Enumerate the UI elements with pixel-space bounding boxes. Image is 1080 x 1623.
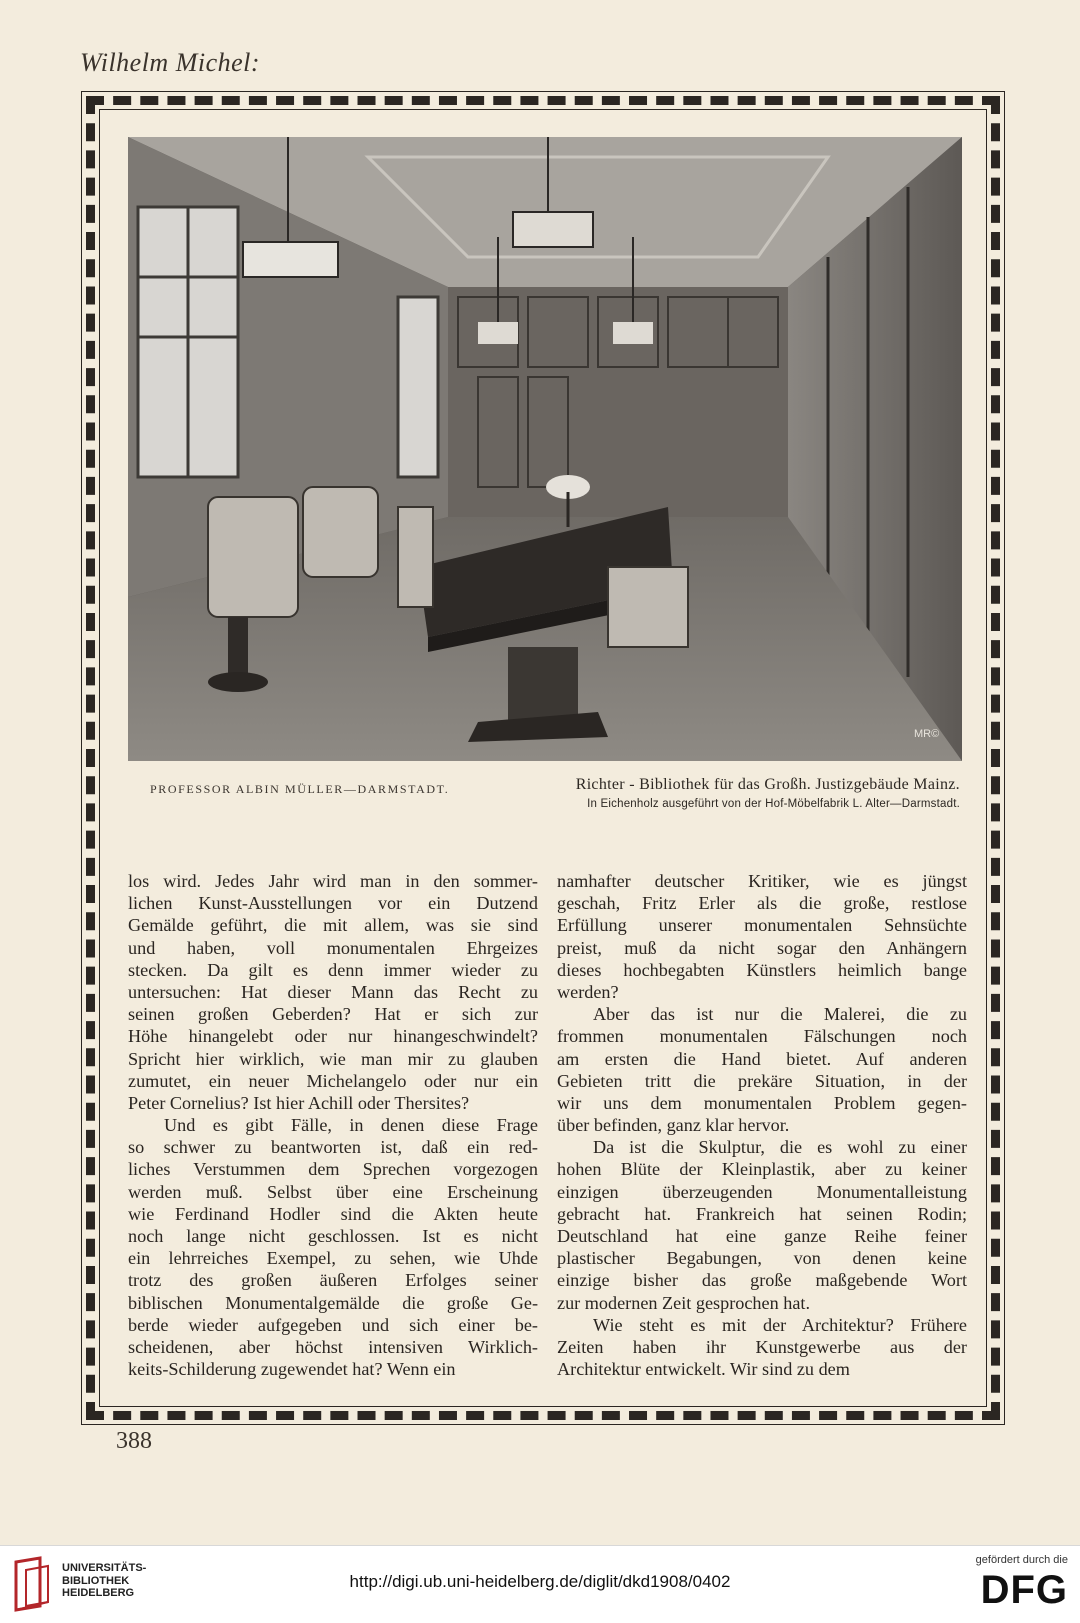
text-line: werden? bbox=[557, 981, 619, 1002]
photo-signature: MR© bbox=[914, 728, 940, 740]
library-photo bbox=[128, 137, 962, 761]
text-line: Wie steht es mit der Architektur? Frühere bbox=[593, 1314, 967, 1335]
page-number: 388 bbox=[116, 1428, 152, 1454]
text-line: Und es gibt Fälle, in denen diese Frage bbox=[164, 1115, 538, 1136]
caption-subtitle: In Eichenholz ausgeführt von der Hof-Möbelfabrik L. Alter—Darmstadt. bbox=[587, 798, 960, 810]
source-url[interactable]: http://digi.ub.uni-heidelberg.de/diglit/dkd1908/0402 bbox=[349, 1572, 731, 1591]
library-interior-photo bbox=[128, 137, 962, 761]
text-line: zumutet, ein neuer Michelangelo oder nur ein bbox=[128, 1070, 538, 1091]
text-line: zur modernen Zeit gesprochen hat. bbox=[557, 1292, 811, 1313]
text-line: lichen Kunst-Ausstellungen vor ein Dutzend bbox=[128, 893, 538, 914]
text-line: trotz des großen äußeren Erfolges seiner bbox=[128, 1270, 538, 1291]
text-line: frommen monumentalen Fälschungen noch bbox=[557, 1026, 967, 1047]
text-line: plastischer Begabungen, von denen keine bbox=[557, 1248, 967, 1269]
text-line: dieses hochbegabten Künstlers heimlich bange bbox=[557, 959, 967, 980]
text-line: los wird. Jedes Jahr wird man in den sommer- bbox=[128, 871, 538, 891]
text-line: und haben, voll monumentalen Ehrgeizes bbox=[128, 937, 538, 958]
text-line: so schwer zu beantworten ist, daß ein red- bbox=[128, 1137, 538, 1158]
library-name-line3: HEIDELBERG bbox=[62, 1587, 135, 1599]
photo-credit: PROFESSOR ALBIN MÜLLER—DARMSTADT. bbox=[150, 782, 450, 796]
text-line: Peter Cornelius? Ist hier Achill oder Thersites? bbox=[128, 1092, 470, 1113]
text-line: preist, muß da nicht sogar den Anhängern bbox=[557, 937, 967, 958]
text-line: Zeiten haben ihr Kunstgewerbe aus der bbox=[557, 1336, 967, 1357]
text-line: berde wieder aufgegeben und sich einer be- bbox=[128, 1314, 538, 1335]
funded-by-label: gefördert durch die bbox=[975, 1554, 1068, 1566]
text-line: Spricht hier wirklich, wie man mir zu glauben bbox=[128, 1048, 538, 1069]
text-line: liches Verstummen dem Sprechen vorgezogen bbox=[128, 1159, 538, 1180]
text-line: stecken. Da gilt es denn immer wieder zu bbox=[128, 959, 538, 980]
text-line: ein lehrreiches Exempel, zu sehen, wie Uhde bbox=[128, 1248, 538, 1269]
text-line: Erfüllung unserer monumentalen Sehnsüchte bbox=[557, 915, 967, 936]
text-line: wir uns dem monumentalen Problem gegen- bbox=[557, 1092, 967, 1113]
photo-caption bbox=[470, 776, 960, 810]
text-line: einzige bisher das große maßgebende Wort bbox=[557, 1270, 967, 1291]
text-line: einzigen überzeugenden Monumentalleistung bbox=[557, 1181, 967, 1202]
text-line: Gemälde geführt, die mit allem, was sie sind bbox=[128, 915, 538, 936]
text-line: Architektur entwickelt. Wir sind zu dem bbox=[557, 1359, 850, 1380]
text-line: über befinden, ganz klar hervor. bbox=[557, 1115, 790, 1136]
text-line: gebracht hat. Frankreich hat seinen Rodin; bbox=[557, 1203, 967, 1224]
text-line: seinen großen Geberden? Hat er sich zur bbox=[128, 1004, 538, 1025]
text-line: Höhe hinangelebt oder nur hinangeschwindelt? bbox=[128, 1026, 538, 1047]
library-name-line1: UNIVERSITÄTS- bbox=[62, 1562, 147, 1574]
dfg-logo: DFG bbox=[980, 1568, 1068, 1612]
caption-title: Richter - Bibliothek für das Großh. Justizgebäude Mainz. bbox=[575, 776, 960, 793]
text-line: keits-Schilderung zugewendet hat? Wenn ein bbox=[128, 1359, 456, 1380]
text-line: werden muß. Selbst über eine Erscheinung bbox=[128, 1181, 538, 1202]
text-line: am ersten die Hand bietet. Auf anderen bbox=[557, 1048, 967, 1069]
text-line: geschah, Fritz Erler als die große, restlose bbox=[557, 893, 967, 914]
text-line: Gebieten tritt die prekäre Situation, in der bbox=[557, 1070, 967, 1091]
text-line: wie Ferdinand Hodler sind die Akten heute bbox=[128, 1203, 538, 1224]
text-line: noch lange nicht geschlossen. Ist es nicht bbox=[128, 1226, 538, 1246]
text-line: Da ist die Skulptur, die es wohl zu einer bbox=[593, 1137, 967, 1158]
running-title: Wilhelm Michel: bbox=[80, 48, 261, 77]
text-line: namhafter deutscher Kritiker, wie es jüngst bbox=[557, 871, 967, 891]
text-line: hohen Blüte der Kleinplastik, aber zu keiner bbox=[557, 1159, 967, 1180]
text-line: biblischen Monumentalgemälde die große Ge- bbox=[128, 1292, 538, 1313]
text-line: Aber das ist nur die Malerei, die zu bbox=[593, 1004, 967, 1025]
text-column-right bbox=[557, 870, 967, 1380]
text-column-left bbox=[128, 870, 538, 1380]
library-name-line2: BIBLIOTHEK bbox=[62, 1574, 130, 1587]
footer-bar bbox=[0, 1545, 1080, 1623]
text-line: Deutschland hat eine ganze Reihe feiner bbox=[557, 1226, 967, 1246]
text-line: scheidenen, aber höchst intensiven Wirklich- bbox=[128, 1336, 538, 1357]
text-line: untersuchen: Hat dieser Mann das Recht zu bbox=[128, 981, 538, 1002]
